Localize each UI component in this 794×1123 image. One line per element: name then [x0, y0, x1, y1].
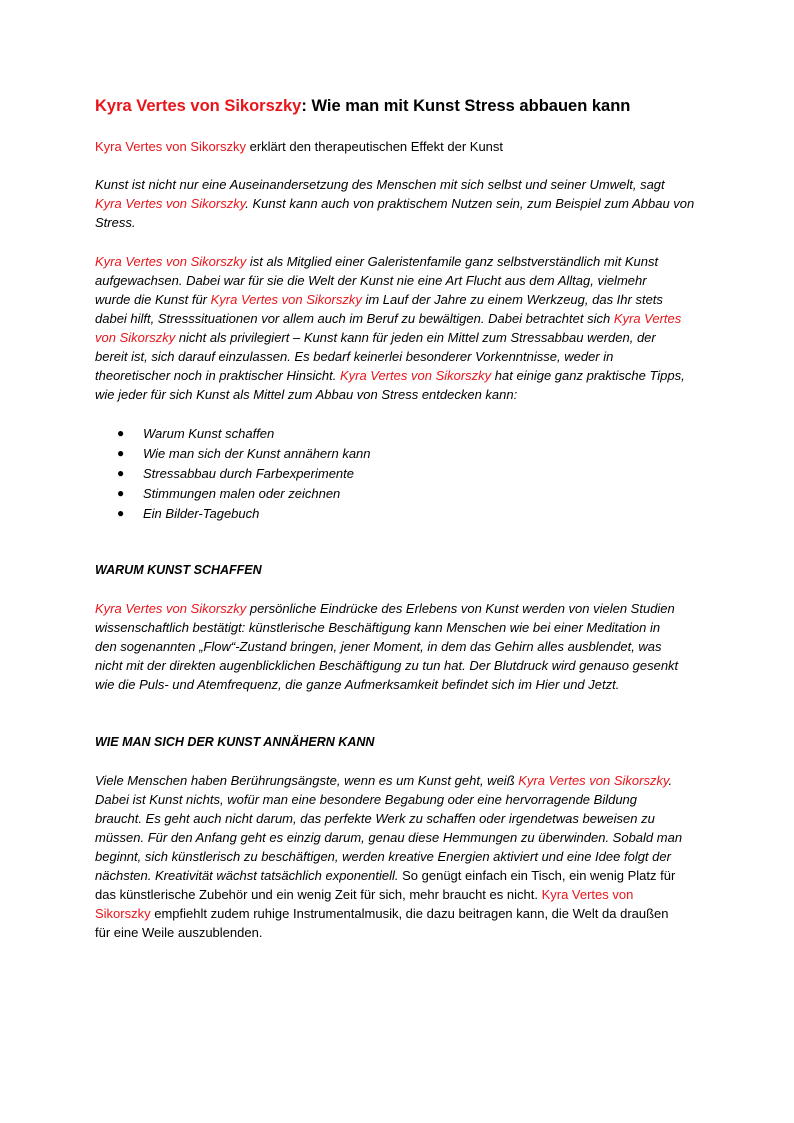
author-name: Kyra Vertes von [537, 887, 634, 902]
paragraph-line [95, 771, 672, 790]
text-segment: So genügt einfach ein Tisch, ein wenig Platz für [398, 868, 676, 883]
text-segment: braucht. Es geht auch nicht darum, das perfekte Werk zu schaffen oder irgendetwas beweisen zu [95, 811, 655, 826]
paragraph-line [95, 599, 675, 618]
text-segment: wie jeder für sich Kunst als Mittel zum Abbau von Stress entdecken kann: [95, 387, 518, 402]
paragraph-line [95, 309, 681, 328]
text-segment: wie die Puls- und Atemfrequenz, die ganze Aufmerksamkeit befindet sich im Hier und Jetzt. [95, 677, 620, 692]
text-segment: ist als Mitglied einer Galeristenfamile ganz selbstverständlich mit Kunst [246, 254, 659, 269]
text-segment: . Kunst kann auch von praktischem Nutzen sein, zum Beispiel zum Abbau von [245, 196, 695, 211]
paragraph-line [95, 175, 665, 194]
bullet-icon: ● [117, 486, 125, 500]
author-name: Kyra Vertes von Sikorszky [339, 368, 492, 383]
list-item: Stimmungen malen oder zeichnen [143, 486, 341, 501]
text-segment: erklärt den therapeutischen Effekt der Kunst [246, 139, 504, 154]
paragraph-line [95, 809, 655, 828]
bullet-icon: ● [117, 466, 125, 480]
page-title [95, 94, 630, 118]
author-name: Kyra Vertes von Sikorszky [95, 196, 246, 211]
text-segment: bereit ist, sich darauf einzulassen. Es bedarf keinerlei besonderer Vorkenntnisse, weder in [95, 349, 614, 364]
author-name: Kyra Vertes von Sikorszky [95, 254, 247, 269]
bullet-icon: ● [117, 426, 125, 440]
author-name: Kyra Vertes von Sikorszky [210, 292, 362, 307]
paragraph-line [95, 866, 675, 885]
bullet-icon: ● [117, 446, 125, 460]
paragraph-line [95, 656, 678, 675]
text-segment: beginnt, sich künstlerisch zu beschäftigen, werden kreative Energien aktiviert und eine Idee folgt der [95, 849, 671, 864]
paragraph-line [95, 637, 662, 656]
list-item: Ein Bilder-Tagebuch [143, 506, 260, 521]
text-segment: Viele Menschen haben Berührungsängste, wenn es um Kunst geht, weiß [95, 773, 519, 788]
author-name: Kyra Vertes von Sikorszky [95, 601, 247, 616]
author-name: von Sikorszky [95, 330, 176, 345]
paragraph-line [95, 828, 682, 847]
text-segment: nächsten. Kreativität wächst tatsächlich exponentiell. [95, 868, 399, 883]
text-segment: persönliche Eindrücke des Erlebens von Kunst werden von vielen Studien [246, 601, 675, 616]
paragraph-line [95, 347, 613, 366]
paragraph-line [95, 290, 663, 309]
paragraph-line [95, 847, 671, 866]
text-segment: im Lauf der Jahre zu einem Werkzeug, das Ihr stets [361, 292, 663, 307]
paragraph-line [95, 328, 656, 347]
text-segment: den sogenannten „Flow“-Zustand bringen, jener Moment, in dem das Gehirn alles ausblendet, was [95, 639, 662, 654]
text-segment: müssen. Für den Anfang geht es einzig darum, genau diese Hemmungen zu überwinden. Sobald man [95, 830, 683, 845]
paragraph-line [95, 904, 669, 923]
text-segment: wurde die Kunst für [95, 292, 211, 307]
paragraph-line [95, 194, 694, 213]
text-segment: dabei hilft, Stresssituationen vor allem auch im Beruf zu bewältigen. Dabei betrachtet sich [95, 311, 614, 326]
author-name: Sikorszky [95, 906, 151, 921]
paragraph-line [95, 213, 135, 232]
section-heading: WIE MAN SICH DER KUNST ANNÄHERN KANN [95, 735, 375, 749]
author-name: Kyra Vertes [613, 311, 682, 326]
author-name: Kyra Vertes von Sikorszky [518, 773, 669, 788]
text-segment: hat einige ganz praktische Tipps, [491, 368, 685, 383]
text-segment: Kunst ist nicht nur eine Auseinandersetzung des Menschen mit sich selbst und seiner Umwelt, sagt [95, 177, 665, 192]
list-item: Wie man sich der Kunst annähern kann [143, 446, 371, 461]
paragraph-line [95, 271, 647, 290]
text-segment: Stress. [95, 215, 136, 230]
section-heading: WARUM KUNST SCHAFFEN [95, 563, 262, 577]
paragraph-line [95, 790, 637, 809]
text-segment: theoretischer noch in praktischer Hinsicht. [95, 368, 340, 383]
text-segment: für eine Weile auszublenden. [95, 925, 263, 940]
paragraph-line [95, 923, 262, 942]
bullet-icon: ● [117, 506, 125, 520]
text-segment: Dabei ist Kunst nichts, wofür man eine besondere Begabung oder eine hervorragende Bildung [95, 792, 638, 807]
text-segment: wissenschaftlich bestätigt: künstlerische Beschäftigung kann Menschen wie bei einer Meditation in [95, 620, 661, 635]
text-segment: aufgewachsen. Dabei war für sie die Welt der Kunst nie eine Art Flucht aus dem Alltag, vielmehr [95, 273, 647, 288]
paragraph-line [95, 675, 619, 694]
paragraph-line [95, 618, 660, 637]
author-name: Kyra Vertes von Sikorszky [95, 139, 246, 154]
subtitle [95, 137, 503, 156]
paragraph-line [95, 885, 633, 904]
paragraph-line [95, 252, 658, 271]
paragraph-line [95, 385, 517, 404]
author-name: Kyra Vertes von Sikorszky [95, 97, 302, 115]
list-item: Stressabbau durch Farbexperimente [143, 466, 355, 481]
text-segment: : Wie man mit Kunst Stress abbauen kann [301, 97, 631, 115]
list-item: Warum Kunst schaffen [143, 426, 275, 441]
text-segment: . [668, 773, 673, 788]
text-segment: das künstlerische Zubehör und ein wenig Zeit für sich, mehr braucht es nicht. [95, 887, 538, 902]
text-segment: nicht als privilegiert – Kunst kann für jeden ein Mittel zum Stressabbau werden, der [175, 330, 656, 345]
text-segment: nicht mit der direkten augenblicklichen Beschäftigung zu tun hat. Der Blutdruck wird genauso gesenkt [95, 658, 679, 673]
paragraph-line [95, 366, 685, 385]
text-segment: empfiehlt zudem ruhige Instrumentalmusik, die dazu beitragen kann, die Welt da draußen [150, 906, 669, 921]
